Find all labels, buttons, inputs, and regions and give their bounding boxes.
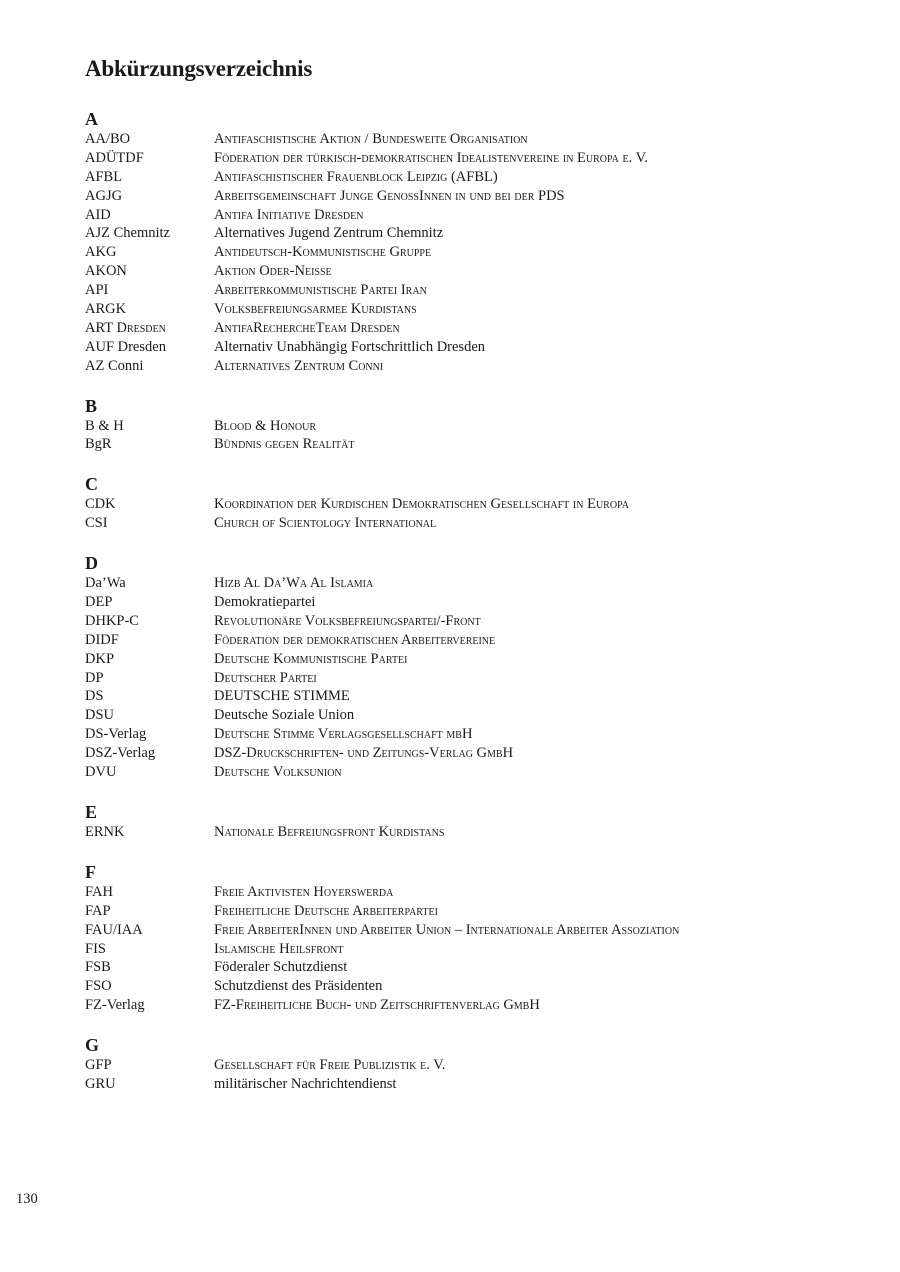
abbreviation: AID [85, 206, 111, 223]
section-b [85, 395, 875, 455]
abbreviation-meaning: Bündnis gegen Realität [214, 436, 355, 453]
abbreviation: B & H [85, 417, 124, 434]
abbreviation-entry [85, 168, 875, 187]
entry-list [85, 1056, 875, 1094]
abbreviation-entry [85, 514, 875, 533]
abbreviation-entry [85, 958, 875, 977]
abbreviation: DSU [85, 707, 115, 724]
abbreviation: FAU/IAA [85, 921, 143, 938]
entry-list [85, 417, 875, 455]
abbreviation-entry [85, 1056, 875, 1075]
abbreviation-meaning: Schutzdienst des Präsidenten [214, 978, 383, 995]
abbreviation-meaning: AntifaRechercheTeam Dresden [214, 319, 400, 336]
section-g [85, 1034, 875, 1094]
section-d [85, 552, 875, 782]
abbreviation: AJZ Chemnitz [85, 225, 170, 242]
abbreviation-entry [85, 612, 875, 631]
abbreviation-meaning: Church of Scientology International [214, 515, 437, 532]
abbreviation-meaning: Freiheitliche Deutsche Arbeiterpartei [214, 902, 438, 919]
abbreviation-meaning: Deutsche Soziale Union [214, 707, 355, 724]
abbreviation-entry [85, 1075, 875, 1094]
abbreviation: ART Dresden [85, 319, 166, 336]
abbreviation-entry [85, 262, 875, 281]
abbreviation: AKG [85, 244, 117, 261]
abbreviation-meaning: Föderation der demokratischen Arbeitervereine [214, 631, 496, 648]
abbreviation-meaning: Freie ArbeiterInnen und Arbeiter Union – Internationale Arbeiter Assoziation [214, 921, 680, 938]
abbreviation: ERNK [85, 823, 125, 840]
abbreviation-entry [85, 631, 875, 650]
abbreviation-entry [85, 206, 875, 225]
abbreviation: ADÜTDF [85, 149, 144, 166]
abbreviation-entry [85, 495, 875, 514]
abbreviation: DKP [85, 650, 115, 667]
section-e [85, 801, 875, 842]
abbreviation-meaning: Deutsche Volksunion [214, 764, 342, 781]
abbreviation: DP [85, 669, 104, 686]
abbreviation-entry [85, 187, 875, 206]
abbreviation-meaning: Deutscher Partei [214, 669, 317, 686]
abbreviation-entry [85, 319, 875, 338]
abbreviation-entry [85, 823, 875, 842]
abbreviation: CSI [85, 515, 108, 532]
abbreviation-meaning: Alternativ Unabhängig Fortschrittlich Dresden [214, 338, 486, 355]
abbreviation-entry [85, 149, 875, 168]
abbreviation: FZ-Verlag [85, 997, 145, 1014]
entry-list [85, 883, 875, 1015]
abbreviation-meaning: Gesellschaft für Freie Publizistik e. V. [214, 1057, 446, 1074]
abbreviation: GRU [85, 1075, 116, 1092]
abbreviation-meaning: DSZ-Druckschriften- und Zeitungs-Verlag GmbH [214, 745, 514, 762]
abbreviation: ARGK [85, 301, 127, 318]
entry-list [85, 130, 875, 376]
page-number: 130 [16, 1191, 38, 1207]
abbreviation-entry [85, 574, 875, 593]
abbreviation-entry [85, 725, 875, 744]
abbreviation-meaning: Deutsche Kommunistische Partei [214, 650, 408, 667]
entry-list [85, 495, 875, 533]
abbreviation-entry [85, 744, 875, 763]
abbreviation-entry [85, 593, 875, 612]
abbreviation: DHKP-C [85, 612, 139, 629]
abbreviation-entry [85, 921, 875, 940]
abbreviation-entry [85, 883, 875, 902]
abbreviation-entry [85, 338, 875, 357]
abbreviation: FIS [85, 940, 106, 957]
abbreviation: Da’Wa [85, 575, 126, 592]
section-letter: G [85, 1035, 100, 1056]
abbreviation: DS [85, 688, 104, 705]
abbreviation-meaning: Deutsche Stimme Verlagsgesellschaft mbH [214, 726, 473, 743]
abbreviation-entry [85, 687, 875, 706]
section-a [85, 108, 875, 376]
abbreviation-meaning: Koordination der Kurdischen Demokratischen Gesellschaft in Europa [214, 496, 629, 513]
abbreviation-meaning: Arbeiterkommunistische Partei Iran [214, 282, 427, 299]
abbreviation: FSB [85, 959, 111, 976]
abbreviation-meaning: Antifaschistischer Frauenblock Leipzig (AFBL) [214, 168, 498, 185]
abbreviation: API [85, 282, 109, 299]
section-letter: D [85, 553, 98, 574]
abbreviation-entry [85, 281, 875, 300]
abbreviation-meaning: Antifaschistische Aktion / Bundesweite Organisation [214, 131, 528, 147]
abbreviation-meaning: DEUTSCHE STIMME [214, 688, 350, 705]
abbreviation-meaning: Antideutsch-Kommunistische Gruppe [214, 244, 432, 261]
page-title: Abkürzungsverzeichnis [85, 56, 313, 81]
abbreviation: BgR [85, 436, 112, 453]
abbreviation: DS-Verlag [85, 726, 147, 743]
section-letter: A [85, 109, 98, 129]
abbreviation-meaning: militärischer Nachrichtendienst [214, 1075, 397, 1092]
entry-list [85, 574, 875, 782]
abbreviation-meaning: Nationale Befreiungsfront Kurdistans [214, 823, 445, 840]
abbreviation: CDK [85, 496, 116, 513]
abbreviation-entry [85, 357, 875, 376]
abbreviation: DSZ-Verlag [85, 745, 156, 762]
entry-list [85, 823, 875, 842]
abbreviation: DIDF [85, 631, 119, 648]
abbreviation: FSO [85, 978, 112, 995]
section-letter: F [85, 861, 96, 882]
abbreviation-list [85, 108, 875, 1113]
abbreviation: FAH [85, 883, 113, 900]
abbreviation: FAP [85, 902, 111, 919]
section-c [85, 473, 875, 533]
section-f [85, 861, 875, 1015]
abbreviation-entry [85, 435, 875, 454]
abbreviation-meaning: Antifa Initiative Dresden [214, 206, 364, 223]
abbreviation-entry [85, 650, 875, 669]
abbreviation: DVU [85, 764, 117, 781]
abbreviation-meaning: Arbeitsgemeinschaft Junge GenossInnen in und bei der PDS [214, 187, 565, 204]
abbreviation-entry [85, 300, 875, 319]
abbreviation-entry [85, 940, 875, 959]
abbreviation: AKON [85, 263, 127, 280]
abbreviation: AGJG [85, 187, 123, 204]
abbreviation-entry [85, 224, 875, 243]
abbreviation-meaning: Revolutionäre Volksbefreiungspartei/-Front [214, 612, 481, 629]
abbreviation-meaning: Föderaler Schutzdienst [214, 959, 348, 976]
abbreviation-entry [85, 706, 875, 725]
abbreviation: GFP [85, 1057, 112, 1074]
abbreviation-meaning: Alternatives Jugend Zentrum Chemnitz [214, 225, 444, 242]
abbreviation: DEP [85, 594, 113, 611]
abbreviation-meaning: Freie Aktivisten Hoyerswerda [214, 883, 394, 900]
abbreviation: AA/BO [85, 131, 131, 147]
abbreviation-meaning: FZ-Freiheitliche Buch- und Zeitschriftenverlag GmbH [214, 997, 540, 1014]
abbreviation-entry [85, 669, 875, 688]
abbreviation-entry [85, 417, 875, 436]
abbreviation-meaning: Islamische Heilsfront [214, 940, 344, 957]
section-letter: E [85, 801, 98, 822]
abbreviation-entry [85, 977, 875, 996]
abbreviation-entry [85, 130, 875, 149]
section-letter: B [85, 395, 98, 416]
abbreviation-meaning: Blood & Honour [214, 417, 317, 434]
abbreviation-meaning: Aktion Oder-Neiße [214, 263, 332, 280]
section-letter: C [85, 474, 98, 495]
abbreviation: AUF Dresden [85, 338, 166, 355]
abbreviation-meaning: Hizb Al Da’Wa Al Islamia [214, 575, 374, 592]
abbreviation-meaning: Alternatives Zentrum Conni [214, 357, 384, 374]
abbreviation-meaning: Volksbefreiungsarmee Kurdistans [214, 301, 417, 318]
abbreviation-entry [85, 763, 875, 782]
abbreviation-entry [85, 243, 875, 262]
abbreviation-meaning: Demokratiepartei [214, 594, 316, 611]
abbreviation: AFBL [85, 168, 123, 185]
abbreviation-entry [85, 902, 875, 921]
abbreviation-meaning: Föderation der türkisch-demokratischen Idealistenvereine in Europa e. V. [214, 149, 648, 166]
abbreviation: AZ Conni [85, 357, 144, 374]
abbreviation-entry [85, 996, 875, 1015]
